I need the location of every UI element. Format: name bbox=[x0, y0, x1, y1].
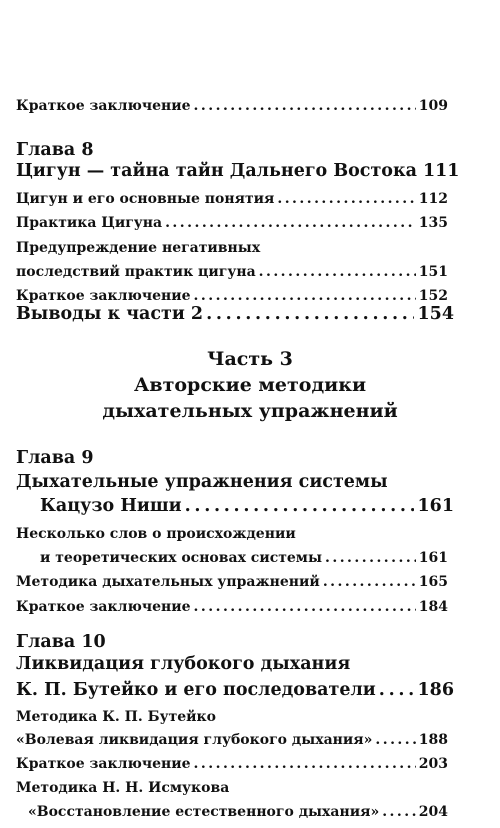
toc-entry-title: последствий практик цигуна bbox=[16, 264, 256, 280]
dot-leader bbox=[185, 496, 415, 516]
toc-entry-page: 152 bbox=[418, 288, 448, 304]
dot-leader bbox=[206, 304, 414, 324]
part-title-line: Авторские методики bbox=[133, 374, 367, 396]
dot-leader bbox=[194, 98, 416, 114]
toc-entry-title: К. П. Бутейко и его последователи bbox=[16, 680, 376, 700]
toc-entry-title: «Волевая ликвидация глубокого дыхания» bbox=[16, 732, 373, 748]
toc-entry-title: Предупреждение негативных bbox=[16, 240, 261, 256]
toc-entry-first-line bbox=[16, 468, 454, 492]
part-number: Часть 3 bbox=[207, 348, 293, 370]
toc-entry-title: Цигун — тайна тайн Дальнего Востока bbox=[16, 161, 417, 181]
toc-entry bbox=[16, 748, 448, 772]
toc-entry bbox=[16, 183, 448, 207]
toc-entry-title: Краткое заключение bbox=[16, 599, 191, 615]
toc-entry-first-line bbox=[16, 232, 448, 256]
dot-leader bbox=[194, 599, 416, 615]
toc-entry bbox=[16, 207, 448, 231]
toc-entry bbox=[40, 542, 448, 566]
toc-entry-page: 203 bbox=[418, 756, 448, 772]
toc-entry-first-line bbox=[16, 518, 448, 542]
part-heading bbox=[0, 346, 500, 424]
dot-leader bbox=[323, 574, 416, 590]
dot-leader bbox=[375, 732, 415, 748]
toc-entry-title: «Восстановление естественного дыхания» bbox=[28, 804, 380, 820]
toc-entry-first-line bbox=[16, 650, 454, 674]
toc-entry-page: 161 bbox=[417, 496, 454, 516]
dot-leader bbox=[379, 680, 415, 700]
toc-entry bbox=[16, 300, 454, 324]
toc-entry-title: Методика Н. Н. Исмукова bbox=[16, 780, 230, 796]
toc-entry bbox=[16, 157, 460, 181]
toc-entry-page: 184 bbox=[418, 599, 448, 615]
toc-entry bbox=[16, 676, 454, 700]
toc-entry-page: 135 bbox=[418, 215, 448, 231]
toc-entry-first-line bbox=[16, 772, 448, 796]
dot-leader bbox=[277, 191, 415, 207]
toc-entry-title: Дыхательные упражнения системы bbox=[16, 472, 388, 492]
toc-entry-title: Практика Цигуна bbox=[16, 215, 163, 231]
chapter-heading: Глава 10 bbox=[16, 632, 106, 652]
toc-entry-page: 161 bbox=[418, 550, 448, 566]
dot-leader bbox=[382, 804, 416, 820]
toc-entry-page: 204 bbox=[418, 804, 448, 820]
toc-entry-title: Цигун и его основные понятия bbox=[16, 191, 275, 207]
dot-leader bbox=[194, 756, 416, 772]
toc-entry bbox=[40, 492, 454, 516]
dot-leader bbox=[259, 264, 416, 280]
toc-entry-page: 112 bbox=[418, 191, 448, 207]
dot-leader bbox=[165, 215, 416, 231]
toc-entry bbox=[16, 566, 448, 590]
toc-entry-title: Краткое заключение bbox=[16, 288, 191, 304]
toc-entry bbox=[16, 90, 448, 114]
toc-entry-title: Несколько слов о происхождении bbox=[16, 526, 296, 542]
toc-entry bbox=[16, 724, 448, 748]
toc-entry-title: Краткое заключение bbox=[16, 98, 191, 114]
toc-entry-title: Кацузо Ниши bbox=[40, 496, 182, 516]
toc-entry-page: 109 bbox=[418, 98, 448, 114]
toc-entry-page: 165 bbox=[418, 574, 448, 590]
chapter-heading: Глава 9 bbox=[16, 448, 94, 468]
toc-entry-title: Методика дыхательных упражнений bbox=[16, 574, 320, 590]
dot-leader bbox=[325, 550, 416, 566]
part-title-line: дыхательных упражнений bbox=[102, 400, 398, 422]
chapter-heading: Глава 8 bbox=[16, 140, 94, 160]
toc-entry-title: Краткое заключение bbox=[16, 756, 191, 772]
toc-entry bbox=[28, 796, 448, 820]
toc-entry-title: Выводы к части 2 bbox=[16, 304, 204, 324]
toc-entry-title: и теоретических основах системы bbox=[40, 550, 323, 566]
toc-entry-page: 111 bbox=[422, 161, 460, 181]
toc-entry-first-line bbox=[16, 701, 448, 725]
toc-entry-page: 186 bbox=[417, 680, 454, 700]
toc-entry-title: Методика К. П. Бутейко bbox=[16, 709, 216, 725]
toc-entry bbox=[16, 591, 448, 615]
toc-entry-page: 151 bbox=[418, 264, 448, 280]
toc-entry bbox=[16, 256, 448, 280]
toc-entry-page: 154 bbox=[417, 304, 454, 324]
toc-entry-page: 188 bbox=[418, 732, 448, 748]
toc-entry-title: Ликвидация глубокого дыхания bbox=[16, 654, 351, 674]
